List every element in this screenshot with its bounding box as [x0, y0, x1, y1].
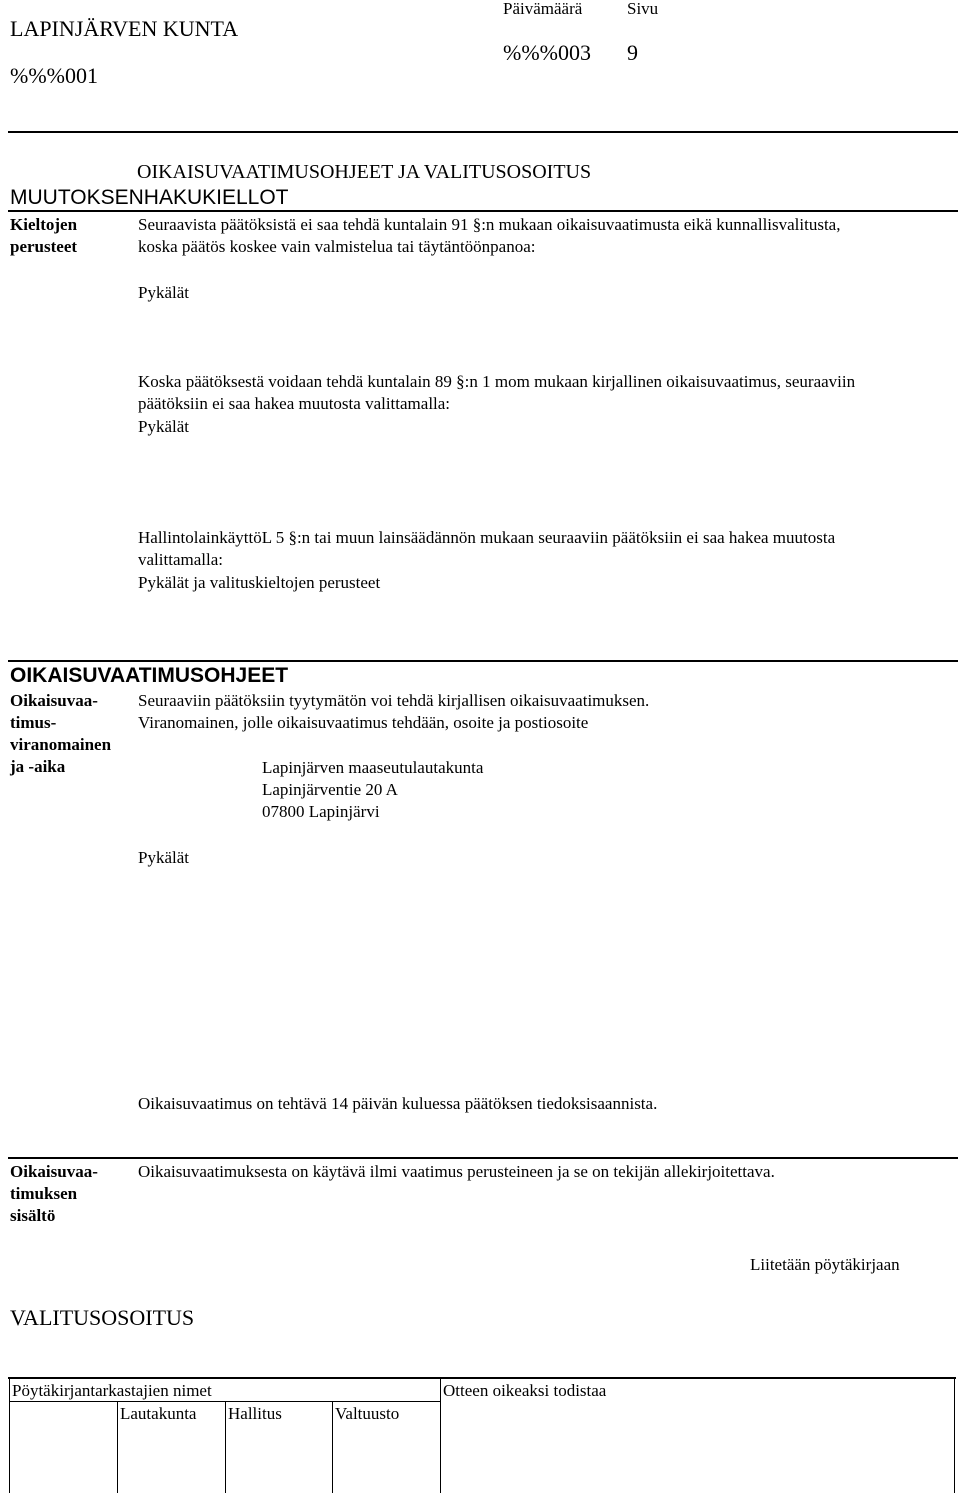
rectification-intro: Seuraaviin päätöksiin tyytymätön voi tehdä kirjallisen oikaisuvaatimuksen. [138, 691, 650, 710]
body-valtuusto: Valtuusto [335, 1404, 400, 1423]
rectification-heading: OIKAISUVAATIMUSOHJEET [10, 664, 289, 687]
restrictions-label: Kieltojen perusteet [10, 215, 78, 256]
rectification-label: Oikaisuvaa- timus- viranomainen ja -aika [10, 691, 112, 776]
footer-col-hallitus [225, 1402, 226, 1493]
content-divider [8, 1157, 958, 1159]
body-lautakunta: Lautakunta [120, 1404, 197, 1423]
examiners-label: Pöytäkirjantarkastajien nimet [12, 1381, 212, 1400]
restrictions-sections-3: Pykälät ja valituskieltojen perusteet [138, 573, 381, 592]
footer-table-top [8, 1377, 956, 1379]
footer-table-left [9, 1378, 10, 1493]
footer-table-right [954, 1378, 955, 1493]
footer-table-middle [440, 1378, 441, 1493]
restrictions-paragraph-3: HallintolainkäyttöL 5 §:n tai muun lainsäädännön mukaan seuraaviin päätöksiin ei saa hakea muutosta valittamalla: [138, 528, 836, 569]
restrictions-paragraph-2: Koska päätöksestä voidaan tehdä kuntalain 89 §:n 1 mom mukaan kirjallinen oikaisuvaatimus, seuraaviin päätöksiin ei saa hakea muutosta valittamalla: [138, 372, 856, 413]
page-number: 9 [627, 40, 638, 65]
header-divider [8, 131, 958, 133]
rectification-authority-line: Viranomainen, jolle oikaisuvaatimus tehdään, osoite ja postiosoite [138, 713, 589, 732]
rectification-divider [8, 660, 958, 662]
restrictions-sections-2: Pykälät [138, 417, 189, 436]
restrictions-paragraph-1: Seuraavista päätöksistä ei saa tehdä kuntalain 91 §:n mukaan oikaisuvaatimusta eikä kunnallisvalitusta, koska päätös koskee vain valmistelua tai täytäntöönpanoa: [138, 215, 841, 256]
attached-note: Liitetään pöytäkirjaan [750, 1255, 900, 1274]
restrictions-divider [8, 210, 958, 212]
document-code: %%%001 [10, 63, 98, 88]
body-hallitus: Hallitus [228, 1404, 282, 1423]
footer-col-lautakunta [117, 1402, 118, 1493]
main-title: OIKAISUVAATIMUSOHJEET JA VALITUSOSOITUS [137, 161, 592, 183]
date-label: Päivämäärä [503, 0, 583, 18]
content-label: Oikaisuvaa- timuksen sisältö [10, 1162, 98, 1225]
restrictions-heading: MUUTOKSENHAKUKIELLOT [10, 186, 289, 209]
certified-label: Otteen oikeaksi todistaa [443, 1381, 607, 1400]
date-value: %%%003 [503, 40, 591, 65]
municipality-name: LAPINJÄRVEN KUNTA [10, 16, 239, 41]
appeal-heading: VALITUSOSOITUS [10, 1305, 195, 1330]
page-label: Sivu [627, 0, 659, 18]
authority-address: Lapinjärven maaseutulautakunta Lapinjärventie 20 A 07800 Lapinjärvi [262, 758, 484, 821]
footer-col-valtuusto [332, 1402, 333, 1493]
restrictions-sections-1: Pykälät [138, 283, 189, 302]
rectification-deadline: Oikaisuvaatimus on tehtävä 14 päivän kuluessa päätöksen tiedoksisaannista. [138, 1094, 658, 1113]
content-text: Oikaisuvaatimuksesta on käytävä ilmi vaatimus perusteineen ja se on tekijän allekirjoitettava. [138, 1162, 775, 1181]
rectification-sections: Pykälät [138, 848, 189, 867]
